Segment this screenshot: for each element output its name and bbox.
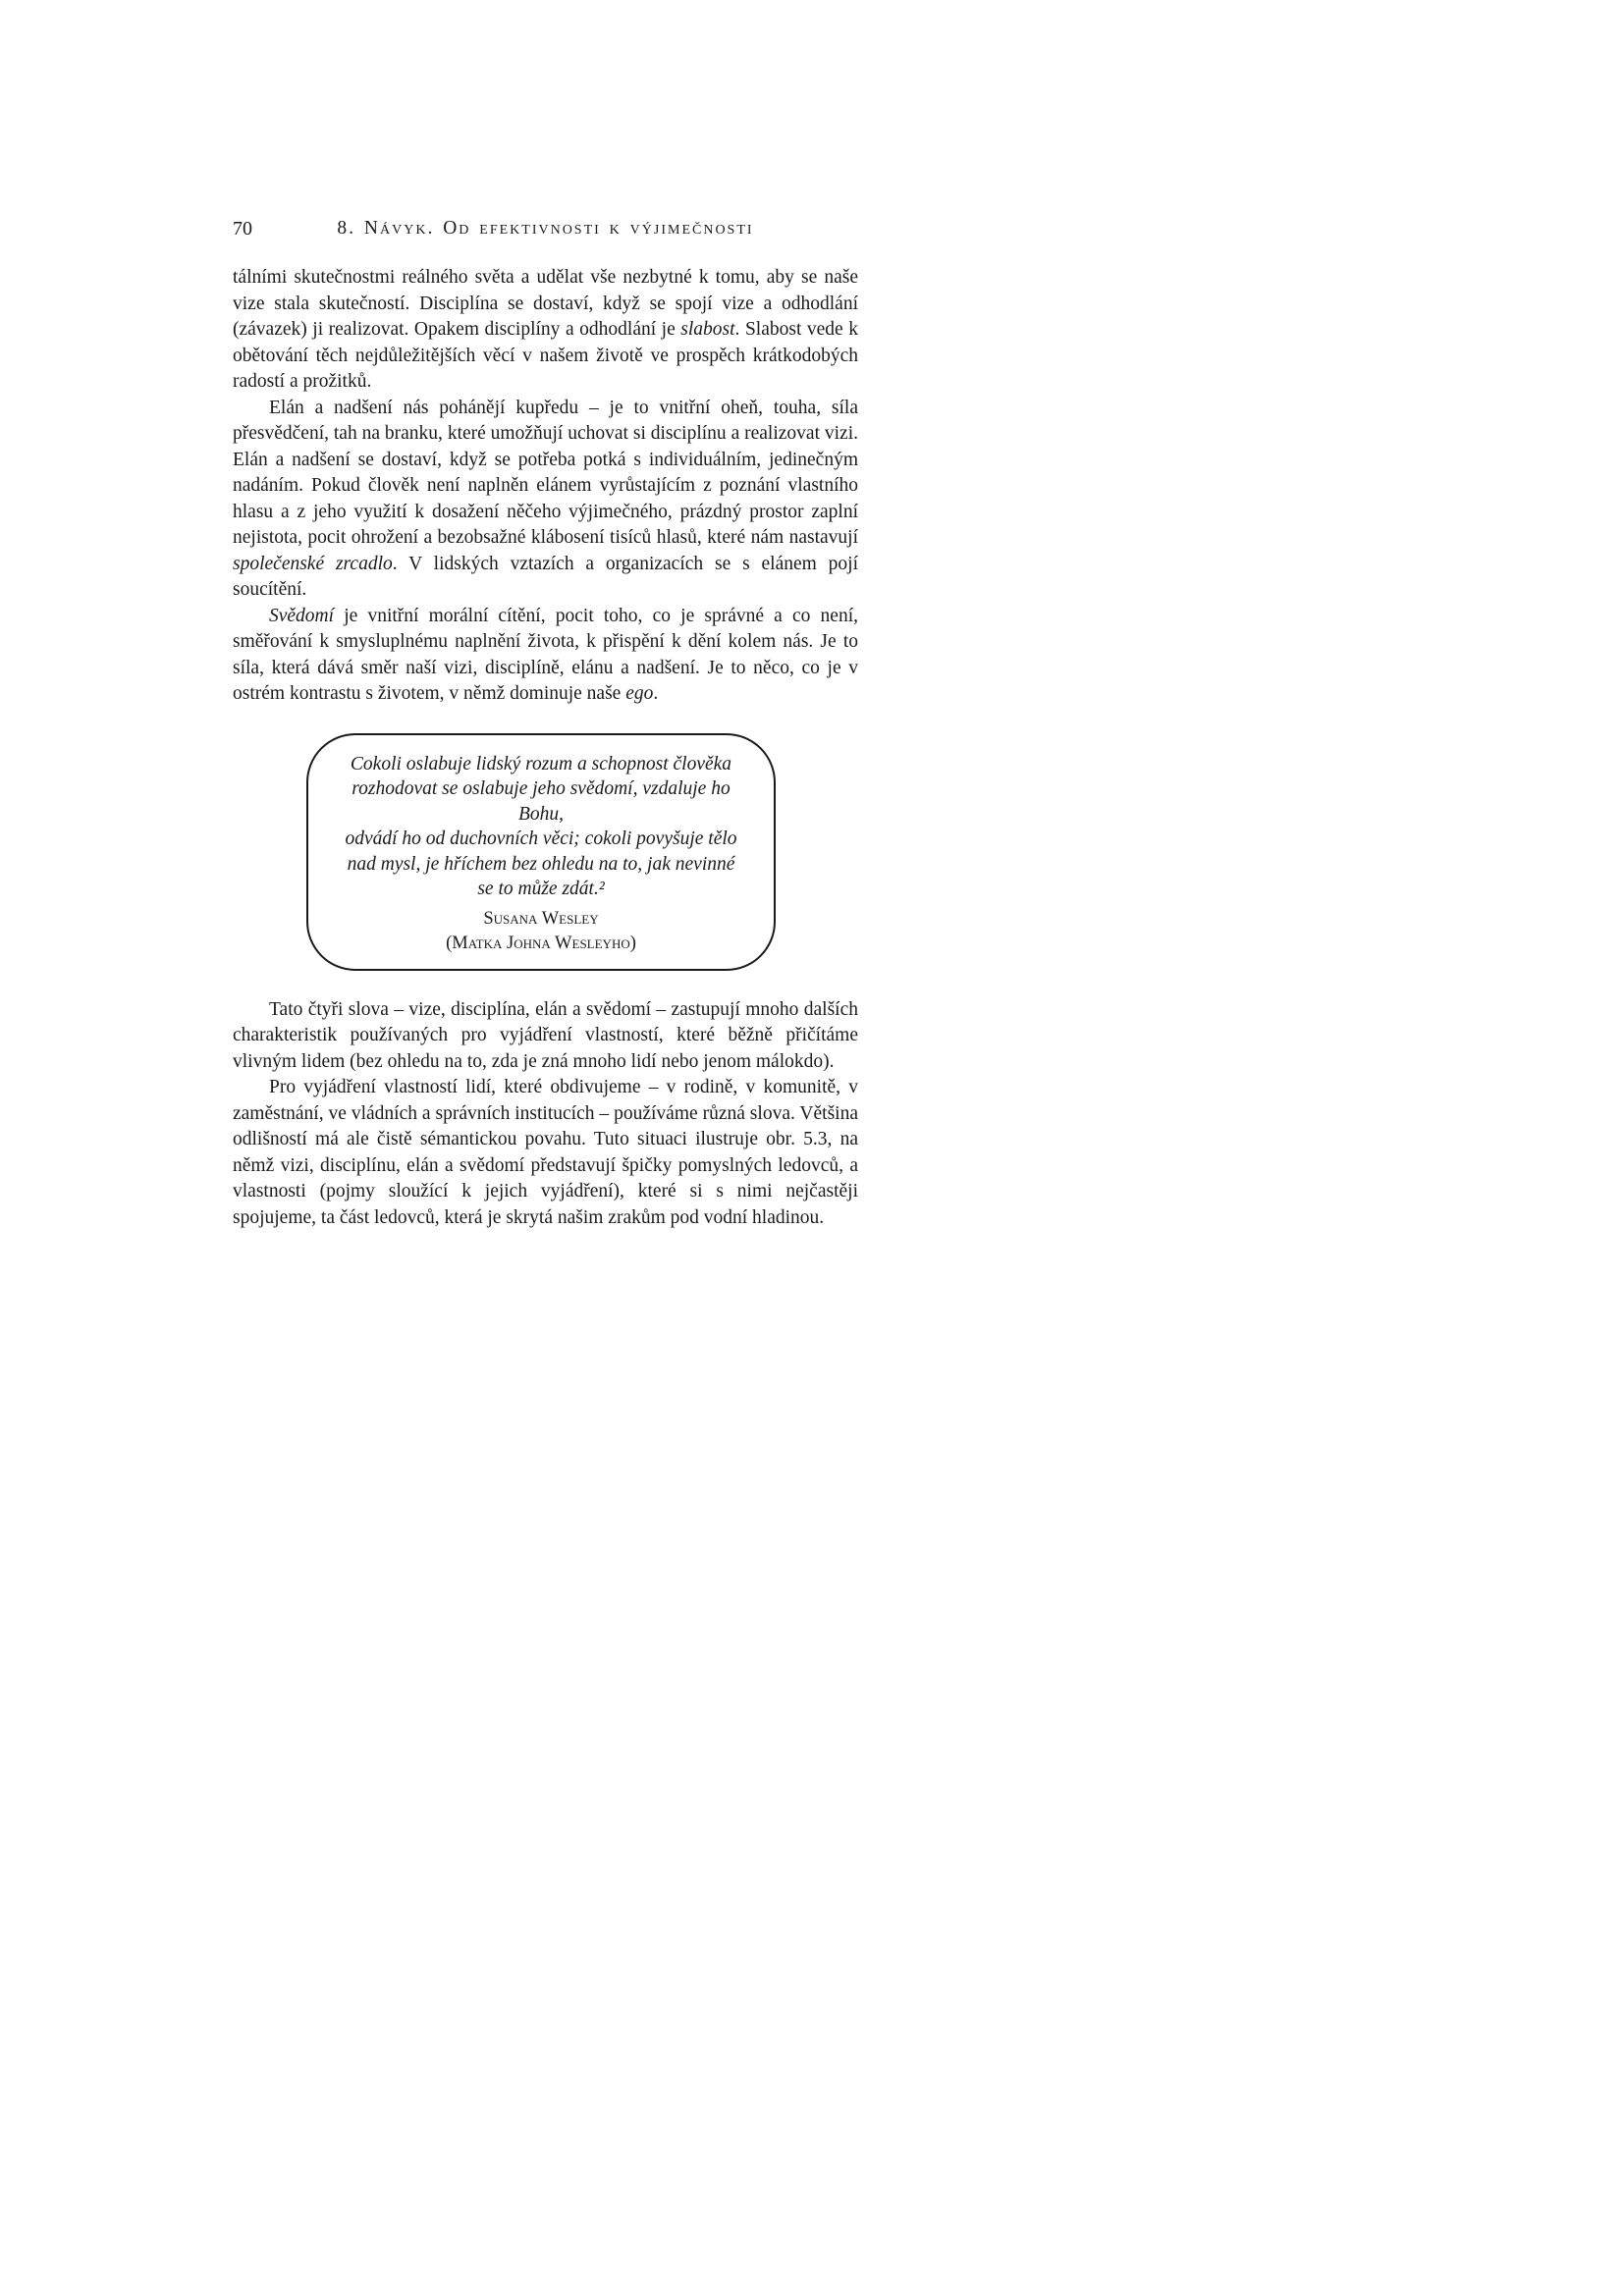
quote-line: odvádí ho od duchovních věci; cokoli povyšuje tělo (345, 828, 737, 849)
body-paragraph (233, 265, 858, 396)
text-segment: tálními skutečnostmi reálného světa a udělat vše nezbytné k tomu, aby se naše vize stala skutečností. Disciplína se dostaví, když se spojí vize a odhodlání (závazek) ji realizovat. Opakem disciplíny a odhodlání je (233, 267, 858, 340)
text-segment: je vnitřní morální cítění, pocit toho, co je správné a co není, směřování k smysluplnému naplnění života, k přispění k dění kolem nás. Je to síla, která dává směr naší vizi, disciplíně, elánu a nadšení. Je to něco, co je v ostrém kontrastu s životem, v němž dominuje naše (233, 605, 858, 704)
text-segment: . (653, 683, 659, 704)
body-paragraph (233, 1075, 858, 1231)
text-segment: slabost (680, 319, 735, 340)
text-segment: Svědomí (269, 605, 335, 626)
text-segment: ego (625, 683, 654, 704)
quote-line: se to může zdát.² (477, 879, 605, 899)
text-segment: . V lidských vztazích a organizacích se s elánem pojí soucítění. (233, 553, 858, 600)
quote-line: rozhodovat se oslabuje jeho svědomí, vzdaluje ho Bohu, (352, 778, 731, 825)
text-segment: společenské zrcadlo (233, 553, 393, 574)
page-number: 70 (233, 218, 252, 240)
quote-line: Cokoli oslabuje lidský rozum a schopnost člověka (350, 753, 732, 774)
running-header: 8. Návyk. Od efektivnosti k výjimečnosti (337, 218, 754, 239)
quote-line: nad mysl, je hříchem bez ohledu na to, jak nevinné (347, 853, 735, 875)
quote-author-note: (Matka Johna Wesleyho) (446, 933, 636, 953)
text-column (233, 265, 858, 1231)
body-paragraph (233, 604, 858, 708)
quote-text (330, 752, 752, 902)
text-segment: . Slabost vede k obětování těch nejdůležitějších věcí v našem životě ve prospěch krátkodobých radostí a prožitků. (233, 319, 858, 392)
text-segment: Tato čtyři slova – vize, disciplína, elán a svědomí – zastupují mnoho dalších charakteristik používaných pro vyjádření vlastností, které běžně přičítáme vlivným lidem (bez ohledu na to, zda je zná mnoho lidí nebo jenom málokdo). (233, 998, 858, 1072)
body-paragraph (233, 396, 858, 604)
body-paragraph (233, 997, 858, 1076)
quote-box (306, 733, 776, 971)
quote-author: Susana Wesley (483, 908, 599, 929)
page-header (233, 218, 858, 245)
text-segment: Elán a nadšení nás pohánějí kupředu – je to vnitřní oheň, touha, síla přesvědčení, tah na branku, které umožňují uchovat si disciplínu a realizovat vizi. Elán a nadšení se dostaví, když se potřeba potká s individuálním, jedinečným nadáním. Pokud člověk není naplněn elánem vyrůstajícím z poznání vlastního hlasu a z jeho využití k dosažení něčeho výjimečného, prázdný prostor zaplní nejistota, pocit ohrožení a bezobsažné klábosení tisíců hlasů, které nám nastavují (233, 397, 858, 548)
text-segment: Pro vyjádření vlastností lidí, které obdivujeme – v rodině, v komunitě, v zaměstnání, ve vládních a správních institucích – používáme různá slova. Většina odlišností má ale čistě sémantickou povahu. Tuto situaci ilustruje obr. 5.3, na němž vizi, disciplínu, elán a svědomí představují špičky pomyslných ledovců, a vlastnosti (pojmy sloužící k jejich vyjádření), které si s nimi nejčastěji spojujeme, ta část ledovců, která je skrytá našim zrakům pod vodní hladinou. (233, 1077, 858, 1228)
